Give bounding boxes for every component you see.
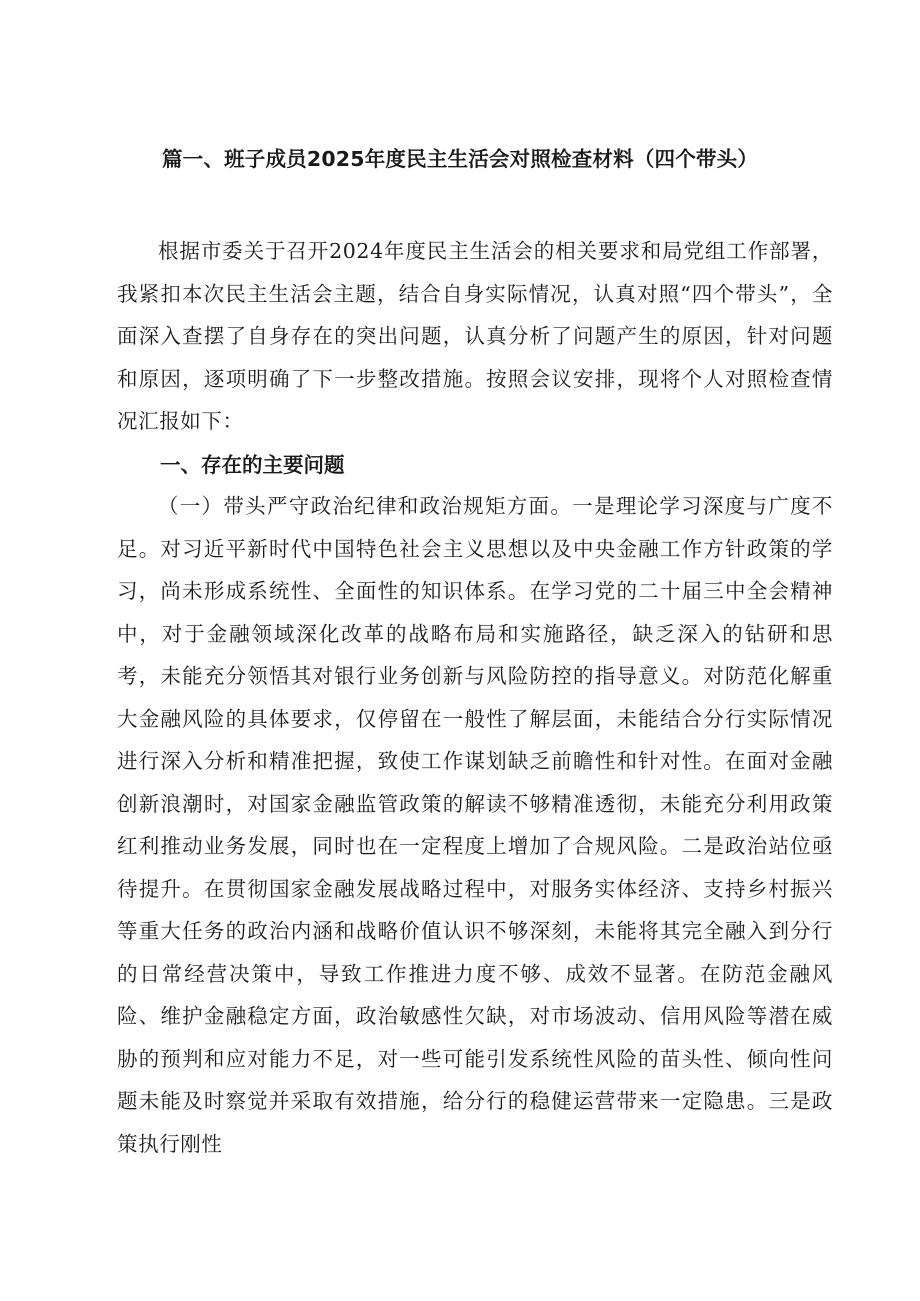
intro-paragraph: 根据市委关于召开2024年度民主生活会的相关要求和局党组工作部署，我紧扣本次民主生活会主题，结合自身实际情况，认真对照“四个带头”，全面深入查摆了自身存在的突出问题，认真分析了问题产生的原因，针对问题和原因，逐项明确了下一步整改措施。按照会议安排，现将个人对照检查情况汇报如下： — [117, 239, 833, 433]
section-heading: 一、存在的主要问题 — [160, 453, 345, 477]
document-title: 篇一、班子成员2025年度民主生活会对照检查材料（四个带头） — [161, 147, 759, 171]
body-paragraph: （一）带头严守政治纪律和政治规矩方面。一是理论学习深度与广度不足。对习近平新时代中国特色社会主义思想以及中央金融工作方针政策的学习，尚未形成系统性、全面性的知识体系。在学习党的二十届三中全会精神中，对于金融领域深化改革的战略布局和实施路径，缺乏深入的钻研和思考，未能充分领悟其对银行业务创新与风险防控的指导意义。对防范化解重大金融风险的具体要求，仅停留在一般性了解层面，未能结合分行实际情况进行深入分析和精准把握，致使工作谋划缺乏前瞻性和针对性。在面对金融创新浪潮时，对国家金融监管政策的解读不够精准透彻，未能充分利用政策红利推动业务发展，同时也在一定程度上增加了合规风险。二是政治站位亟待提升。在贯彻国家金融发展战略过程中，对服务实体经济、支持乡村振兴等重大任务的政治内涵和战略价值认识不够深刻，未能将其完全融入到分行的日常经营决策中，导致工作推进力度不够、成效不显著。在防范金融风险、维护金融稳定方面，政治敏感性欠缺，对市场波动、信用风险等潜在威胁的预判和应对能力不足，对一些可能引发系统性风险的苗头性、倾向性问题未能及时察觉并采取有效措施，给分行的稳健运营带来一定隐患。三是政策执行刚性 — [117, 494, 833, 1156]
